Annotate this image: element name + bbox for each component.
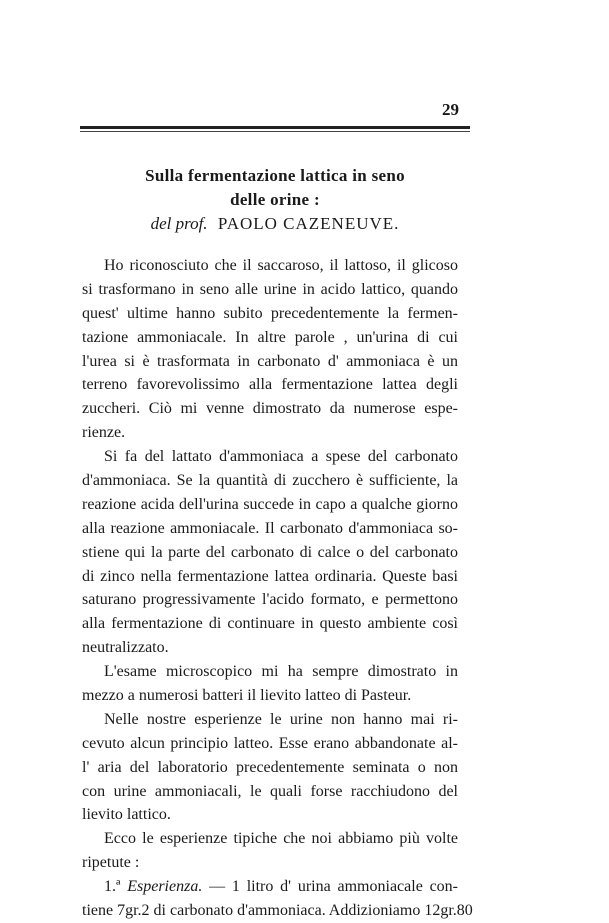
article-title-line-1: Sulla fermentazione lattica in seno bbox=[145, 166, 405, 185]
text-line: mezzo a numerosi batteri il lievito latteo di Pasteur. bbox=[82, 687, 412, 705]
text-line: d'ammoniaca. Se la quantità di zucchero è sufficiente, la bbox=[82, 472, 458, 490]
text-line: l'urea si è trasformata in carbonato d' ammoniaca è un bbox=[82, 352, 458, 370]
text-line: reazione acida dell'urina succede in capo a qualche giorno bbox=[82, 495, 458, 513]
text-line: ripetute : bbox=[82, 854, 140, 872]
text-line: rienze. bbox=[82, 424, 126, 442]
text-line: zuccheri. Ciò mi venne dimostrato da numerose espe- bbox=[82, 400, 458, 418]
text-line: terreno favorevolissimo alla fermentazione lattea degli bbox=[82, 376, 458, 394]
text-line: Si fa del lattato d'ammoniaca a spese del carbonato bbox=[104, 448, 458, 466]
text-line: Nelle nostre esperienze le urine non hanno mai ri- bbox=[104, 710, 458, 728]
text-line: lievito lattico. bbox=[82, 806, 171, 824]
text-line: alla reazione ammoniacale. Il carbonato d'ammoniaca so- bbox=[82, 519, 458, 537]
text-line: cevuto alcun principio latteo. Esse erano abbandonate al- bbox=[82, 734, 458, 752]
text-line: si trasformano in seno alle urine in acido lattico, quando bbox=[82, 280, 458, 298]
article-title-line-2: delle orine : bbox=[230, 190, 320, 209]
text-line: L'esame microscopico mi ha sempre dimostrato in bbox=[104, 663, 458, 681]
experiment-number: 1.ª bbox=[104, 878, 121, 896]
byline-role: del prof. bbox=[150, 214, 208, 233]
text-line: alla fermentazione di continuare in questo ambiente così bbox=[82, 615, 458, 633]
text-line: con urine ammoniacali, le quali forse racchiudono del bbox=[82, 782, 458, 800]
byline bbox=[80, 214, 470, 234]
text-line: stiene qui la parte del carbonato di calce o del carbonato bbox=[82, 543, 458, 561]
text-line: tazione ammoniacale. In altre parole , un'urina di cui bbox=[82, 328, 458, 346]
page-number: 29 bbox=[442, 100, 459, 119]
text-line: Ho riconosciuto che il saccaroso, il lattoso, il glicoso bbox=[104, 257, 458, 274]
text-line: di zinco nella fermentazione lattea ordinaria. Queste basi bbox=[82, 567, 458, 585]
experiment-line-1 bbox=[82, 875, 458, 899]
text-line: neutralizzato. bbox=[82, 639, 169, 657]
text-line: quest' ultime hanno subito precedentemente la fermen- bbox=[82, 304, 458, 322]
experiment-text: — 1 litro d' urina ammoniacale con- bbox=[209, 878, 459, 896]
experiment-line-2: tiene 7gr.2 di carbonato d'ammoniaca. Addizioniamo 12gr.80 bbox=[82, 902, 473, 920]
header-rule-thin bbox=[80, 131, 470, 132]
text-line: Ecco le esperienze tipiche che noi abbiamo più volte bbox=[104, 830, 458, 848]
text-line: l' aria del laboratorio precedentemente seminata o non bbox=[82, 758, 458, 776]
experiment-label: Esperienza. bbox=[127, 878, 203, 896]
text-line: saturano progressivamente l'acido formato, e permettono bbox=[82, 591, 458, 609]
header-rule-thick bbox=[80, 126, 470, 129]
byline-author: PAOLO CAZENEUVE. bbox=[217, 214, 400, 233]
body-text bbox=[82, 254, 473, 923]
